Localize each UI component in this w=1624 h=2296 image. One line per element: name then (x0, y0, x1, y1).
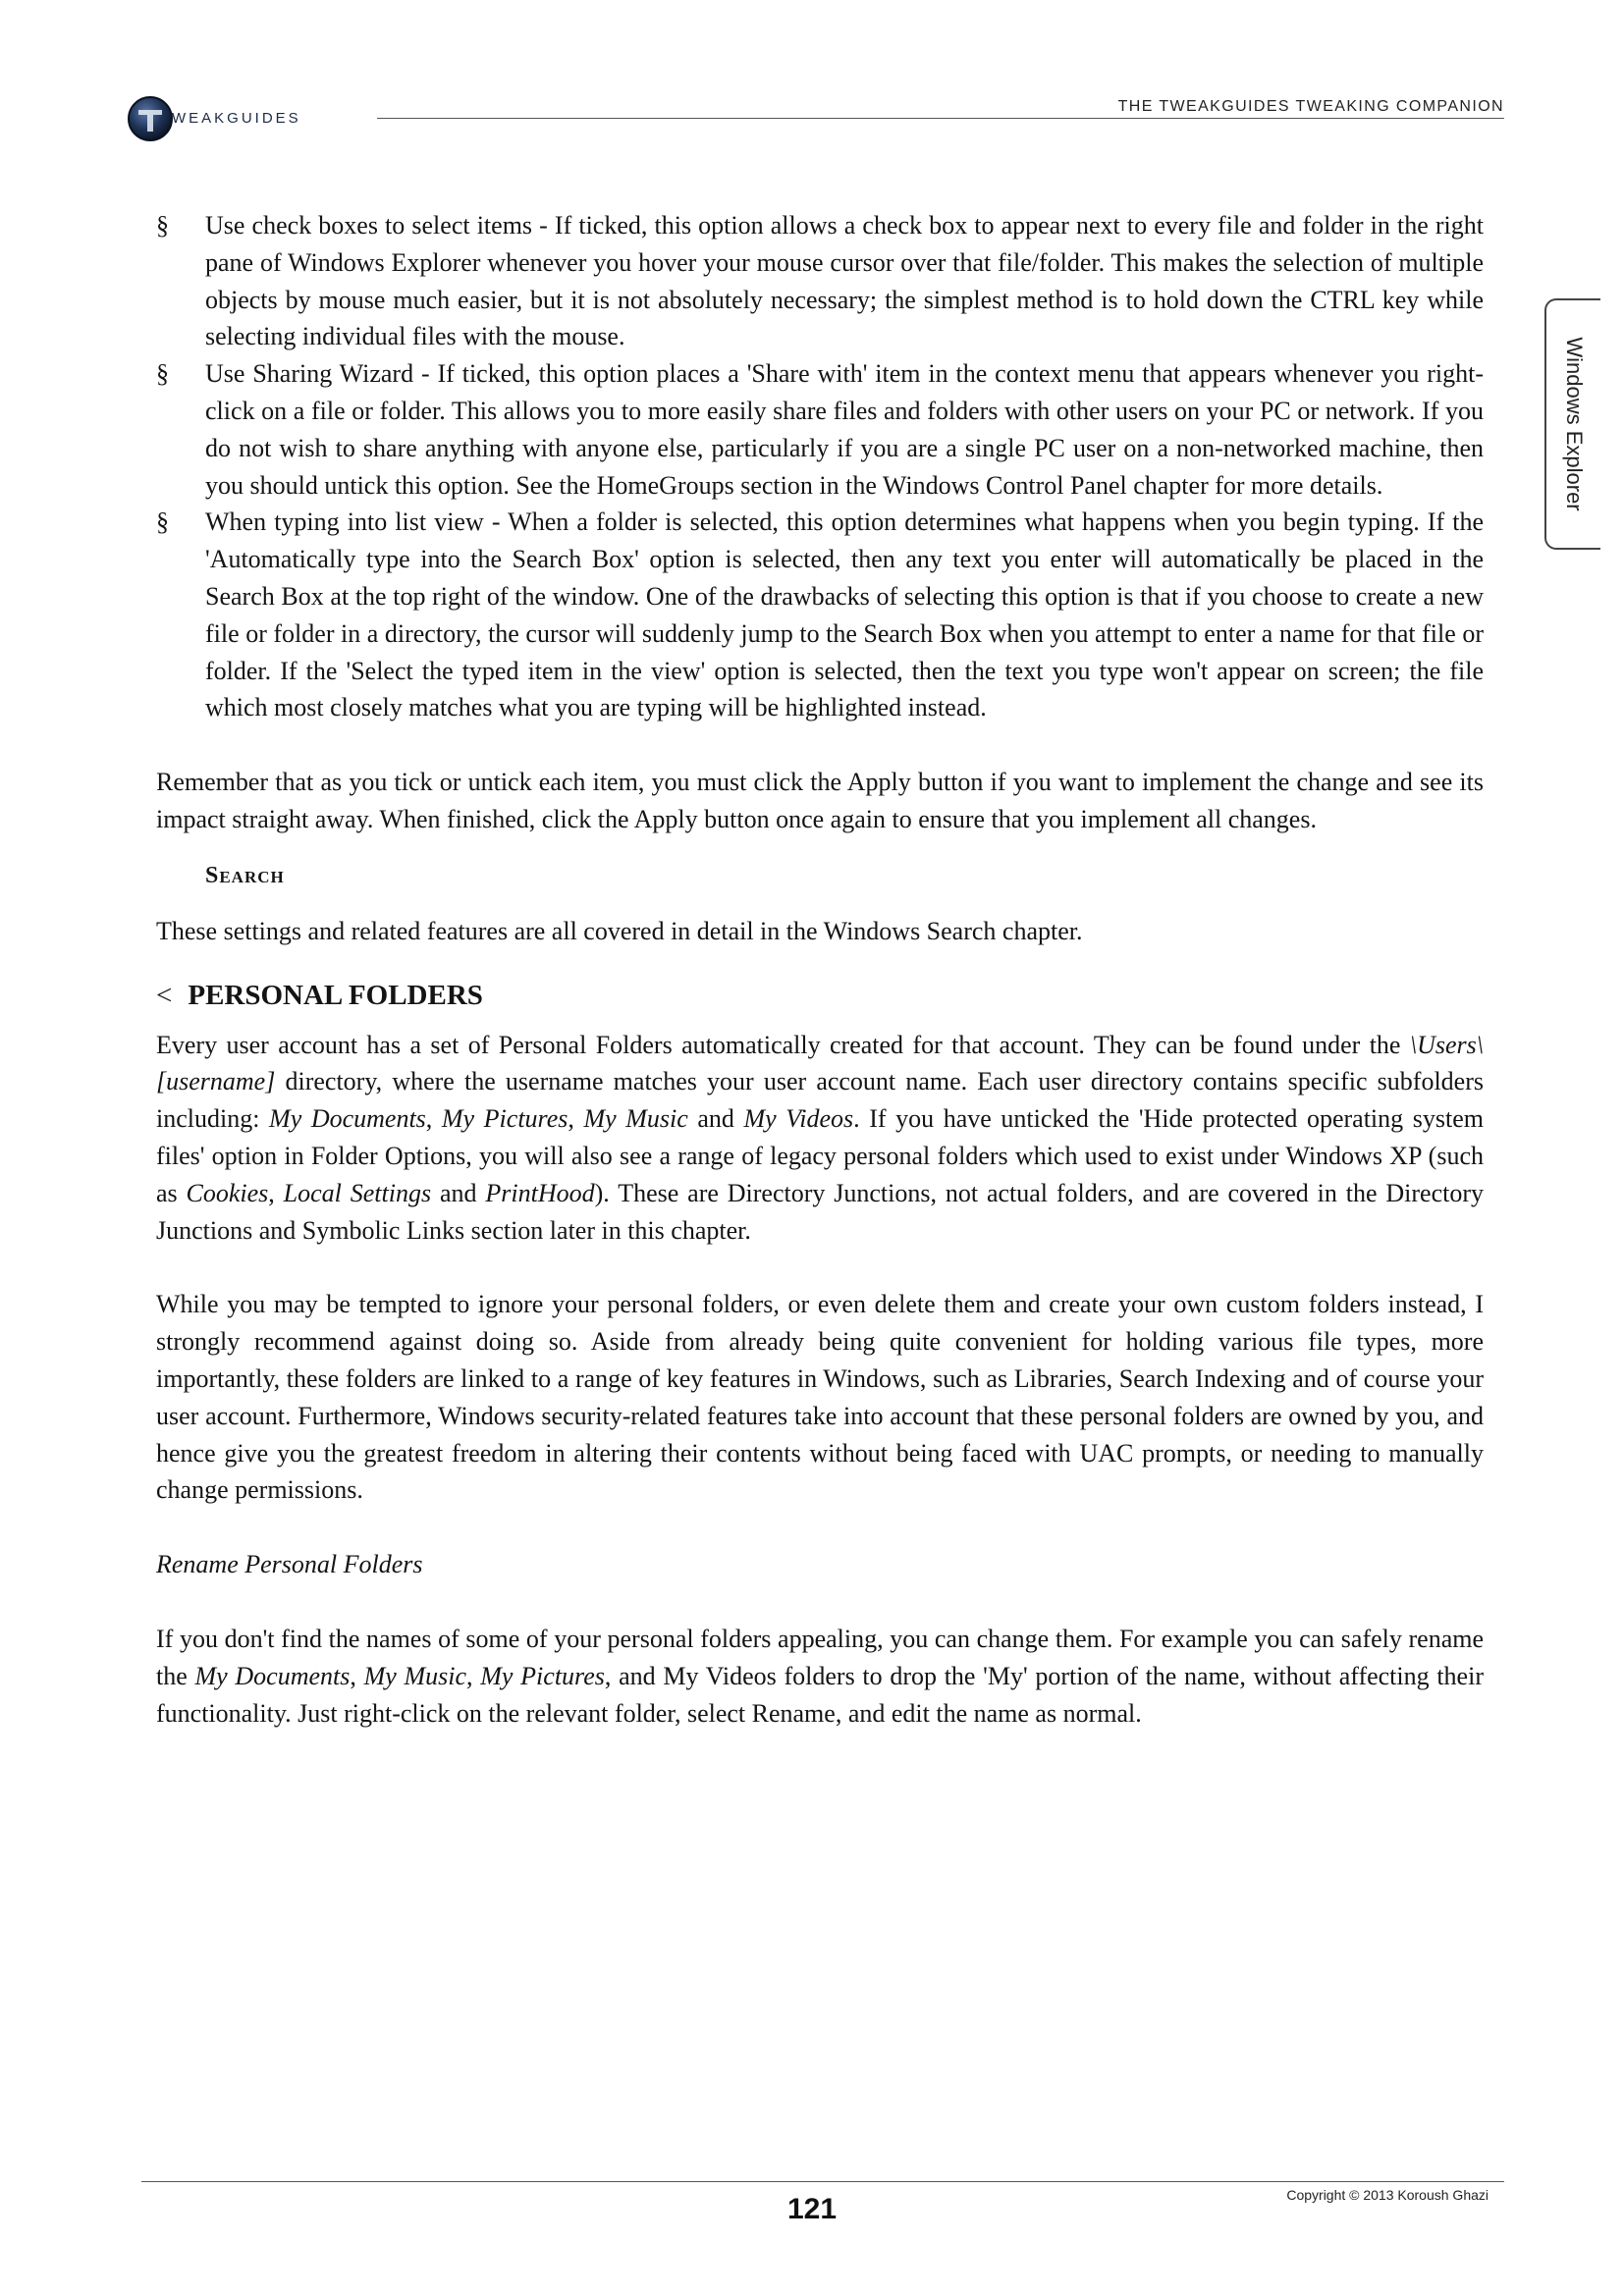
logo-emblem-icon (126, 94, 175, 143)
rename-subheading: Rename Personal Folders (156, 1550, 423, 1579)
options-bullet-list (156, 207, 1484, 726)
apply-paragraph: Remember that as you tick or untick each item, you must click the Apply button if you want to implement the change and see its impact straight away. When finished, click the Apply button once again to ensure that you implement all changes. (156, 768, 1484, 833)
logo-text: WEAKGUIDES (172, 110, 301, 127)
list-item-text: When typing into list view - When a folder is selected, this option determines what happens when you begin typing. If the 'Automatically type into the Search Box' option is selected, then any text you enter will automatically be placed in the Search Box at the top right of the window. One of the drawbacks of selecting this option is that if you choose to create a new file or folder in a directory, the cursor will suddenly jump to the Search Box when you attempt to enter a name for that file or folder. If the 'Select the typed item in the view' option is selected, then the text you type won't appear on screen; the file which most closely matches what you are typing will be highlighted instead. (205, 507, 1484, 722)
list-item (156, 504, 1484, 726)
section-bullet-icon: § (156, 507, 169, 537)
chapter-side-tab-label: Windows Explorer (1561, 337, 1587, 511)
section-bullet-icon: § (156, 359, 169, 389)
tweakguides-logo (126, 94, 381, 143)
search-subheading: Search (205, 862, 285, 888)
personal-folders-paragraph-1: Every user account has a set of Personal Folders automatically created for that account. They can be found under the \Users\[username] directory, where the username matches your user account name. Each user directory contains specific subfolders including: My Documents, My Pictures, My Music and My Videos. If you have unticked the 'Hide protected operating system files' option in Folder Options, you will also see a range of legacy personal folders which used to exist under Windows XP (such as Cookies, Local Settings and PrintHood). These are Directory Junctions, not actual folders, and are covered in the Directory Junctions and Symbolic Links section later in this chapter. (156, 1030, 1484, 1245)
copyright-notice: Copyright © 2013 Koroush Ghazi (1286, 2187, 1489, 2203)
header-divider (377, 118, 1504, 119)
list-item (156, 355, 1484, 504)
page-number: 121 (786, 2193, 838, 2225)
list-item-text: Use check boxes to select items - If ticked, this option allows a check box to appear next to every file and folder in the right pane of Windows Explorer whenever you hover your mouse cursor over that file/folder. This makes the selection of multiple objects by mouse much easier, but it is not absolutely necessary; the simplest method is to hold down the CTRL key while selecting individual files with the mouse. (205, 211, 1484, 351)
list-item (156, 207, 1484, 355)
section-heading-text: PERSONAL FOLDERS (188, 979, 483, 1011)
running-header-title: THE TWEAKGUIDES TWEAKING COMPANION (1117, 98, 1504, 115)
personal-folders-paragraph-2: While you may be tempted to ignore your personal folders, or even delete them and create your own custom folders instead, I strongly recommend against doing so. Aside from already being quite convenient for holding various file types, more importantly, these folders are linked to a range of key features in Windows, such as Libraries, Search Indexing and of course your user account. Furthermore, Windows security-related features take into account that these personal folders are owned by you, and hence give you the greatest freedom in altering their contents without being faced with UAC prompts, or needing to manually change permissions. (156, 1290, 1484, 1505)
section-heading (156, 974, 1484, 1017)
list-item-text: Use Sharing Wizard - If ticked, this option places a 'Share with' item in the context menu that appears whenever you right-click on a file or folder. This allows you to more easily share files and folders with other users on your PC or network. If you do not wish to share anything with anyone else, particularly if you are a single PC user on a non-networked machine, then you should untick this option. See the HomeGroups section in the Windows Control Panel chapter for more details. (205, 359, 1484, 500)
section-bullet-icon: § (156, 211, 169, 240)
chapter-side-tab (1544, 298, 1600, 550)
section-arrow-icon: < (156, 979, 173, 1011)
page-body (156, 207, 1484, 1732)
search-paragraph: These settings and related features are all covered in detail in the Windows Search chapter. (156, 916, 1083, 945)
personal-folders-paragraph-3: If you don't find the names of some of your personal folders appealing, you can change them. For example you can safely rename the My Documents, My Music, My Pictures, and My Videos folders to drop the 'My' portion of the name, without affecting their functionality. Just right-click on the relevant folder, select Rename, and edit the name as normal. (156, 1624, 1484, 1728)
footer-divider (141, 2181, 1504, 2182)
